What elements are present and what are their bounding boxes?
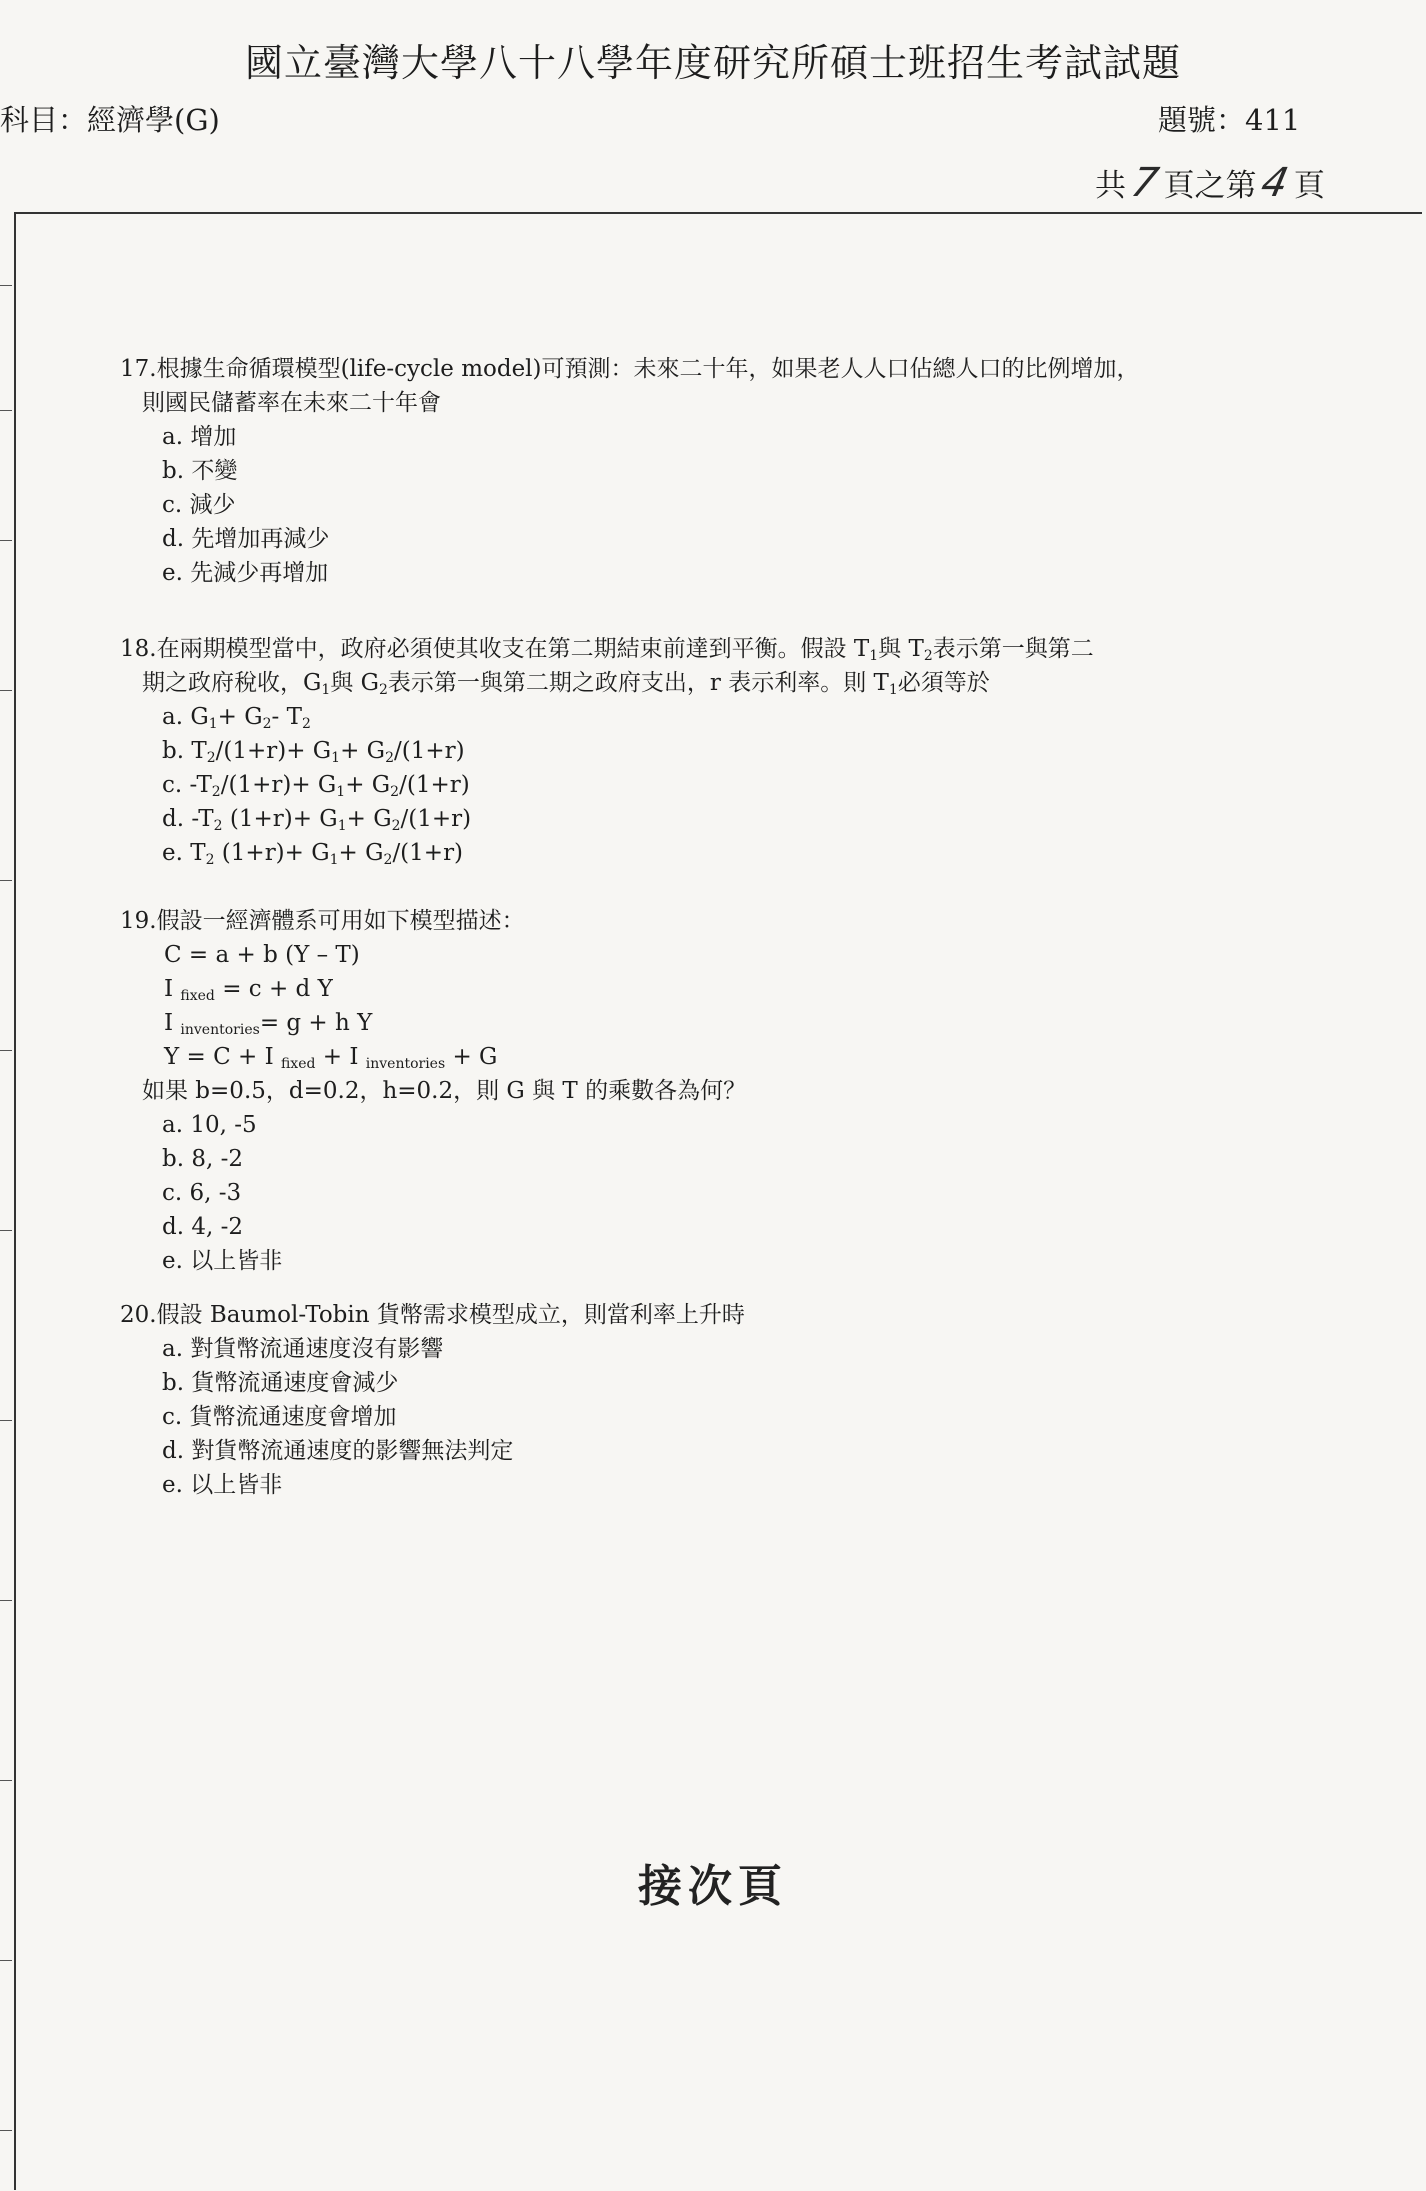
equation-consumption: C = a + b (Y – T) [164, 942, 360, 968]
question-code: 題號：411 [1158, 103, 1301, 137]
option-17a: a. 增加 [162, 424, 237, 450]
question-18-stem: 18.在兩期模型當中，政府必須使其收支在第二期結束前達到平衡。假設 $T_1$與 $T_2$表示第一與第二 [120, 636, 1094, 664]
option-17e: e. 先減少再增加 [162, 560, 329, 586]
page-count-suffix: 頁 [1293, 168, 1325, 204]
option-20e: e. 以上皆非 [162, 1472, 283, 1498]
subject-label: 科目：經濟學(G) [0, 103, 220, 137]
question-17-stem: 17.根據生命循環模型(life-cycle model)可預測：未來二十年，如果老人人口佔總人口的比例增加， [120, 356, 1140, 382]
option-18e: e. $T_2$ $(1+r)+ G_1+ G_2/(1+r)$ [162, 840, 464, 868]
model-equations [164, 938, 1280, 1074]
option-18a: a. $G_1+ G_2-$ $T_2$ [162, 704, 311, 732]
question-20 [120, 1298, 1280, 1502]
option-19b: b. 8, -2 [162, 1146, 244, 1172]
page-count [1095, 160, 1325, 206]
option-17b: b. 不變 [162, 458, 238, 484]
option-19d: d. 4, -2 [162, 1214, 244, 1240]
option-17d: d. 先增加再減少 [162, 526, 330, 552]
equation-inventories: I $_{inventories}$= g + h Y [164, 1010, 373, 1038]
question-17-options [162, 420, 1280, 590]
question-18-stem-cont: 期之政府稅收，$G_1$與 $G_2$表示第一與第二期之政府支出，r 表示利率。則 $T_1$必須等於 [142, 670, 990, 698]
exam-title: 國立臺灣大學八十八學年度研究所碩士班招生考試試題 [244, 41, 1181, 85]
option-17c: c. 減少 [162, 492, 236, 518]
option-19e: e. 以上皆非 [162, 1248, 283, 1274]
page-count-prefix: 共 [1095, 168, 1126, 204]
question-19-stem: 19.假設一經濟體系可用如下模型描述： [120, 908, 525, 934]
question-20-options [162, 1332, 1280, 1502]
question-19-options [162, 1108, 1280, 1278]
option-19a: a. 10, -5 [162, 1112, 257, 1138]
question-20-stem: 20.假設 Baumol-Tobin 貨幣需求模型成立，則當利率上升時 [120, 1302, 745, 1328]
option-18d: d. $-T_2$ $(1+r)+ G_1+ G_2/(1+r)$ [162, 806, 472, 834]
question-19-prompt: 如果 b=0.5，d=0.2，h=0.2，則 G 與 T 的乘數各為何？ [142, 1078, 747, 1104]
question-19 [120, 904, 1280, 1278]
option-19c: c. 6, -3 [162, 1180, 242, 1206]
question-18 [120, 632, 1280, 870]
option-18c: c. $-T_2/(1+r)+ G_1+ G_2/(1+r)$ [162, 772, 470, 800]
question-18-options [162, 700, 1280, 870]
option-20c: c. 貨幣流通速度會增加 [162, 1404, 397, 1430]
question-17-stem-cont: 則國民儲蓄率在未來二十年會 [142, 390, 441, 416]
option-20a: a. 對貨幣流通速度沒有影響 [162, 1336, 444, 1362]
page-count-middle: 頁之第 [1163, 168, 1257, 204]
equation-output: Y = C + I $_{fixed}$ + I $_{inventories}$ + G [164, 1044, 498, 1072]
continue-next-page: 接次頁 [638, 1861, 788, 1912]
equation-fixed-investment: I $_{fixed}$ = c + d Y [164, 976, 333, 1004]
option-18b: b. $T_2/(1+r)+ G_1+ G_2/(1+r)$ [162, 738, 465, 766]
current-page-handwritten: 4 [1257, 160, 1293, 206]
option-20b: b. 貨幣流通速度會減少 [162, 1370, 399, 1396]
question-17 [120, 352, 1280, 590]
option-20d: d. 對貨幣流通速度的影響無法判定 [162, 1438, 514, 1464]
total-pages-handwritten: 7 [1127, 160, 1163, 206]
